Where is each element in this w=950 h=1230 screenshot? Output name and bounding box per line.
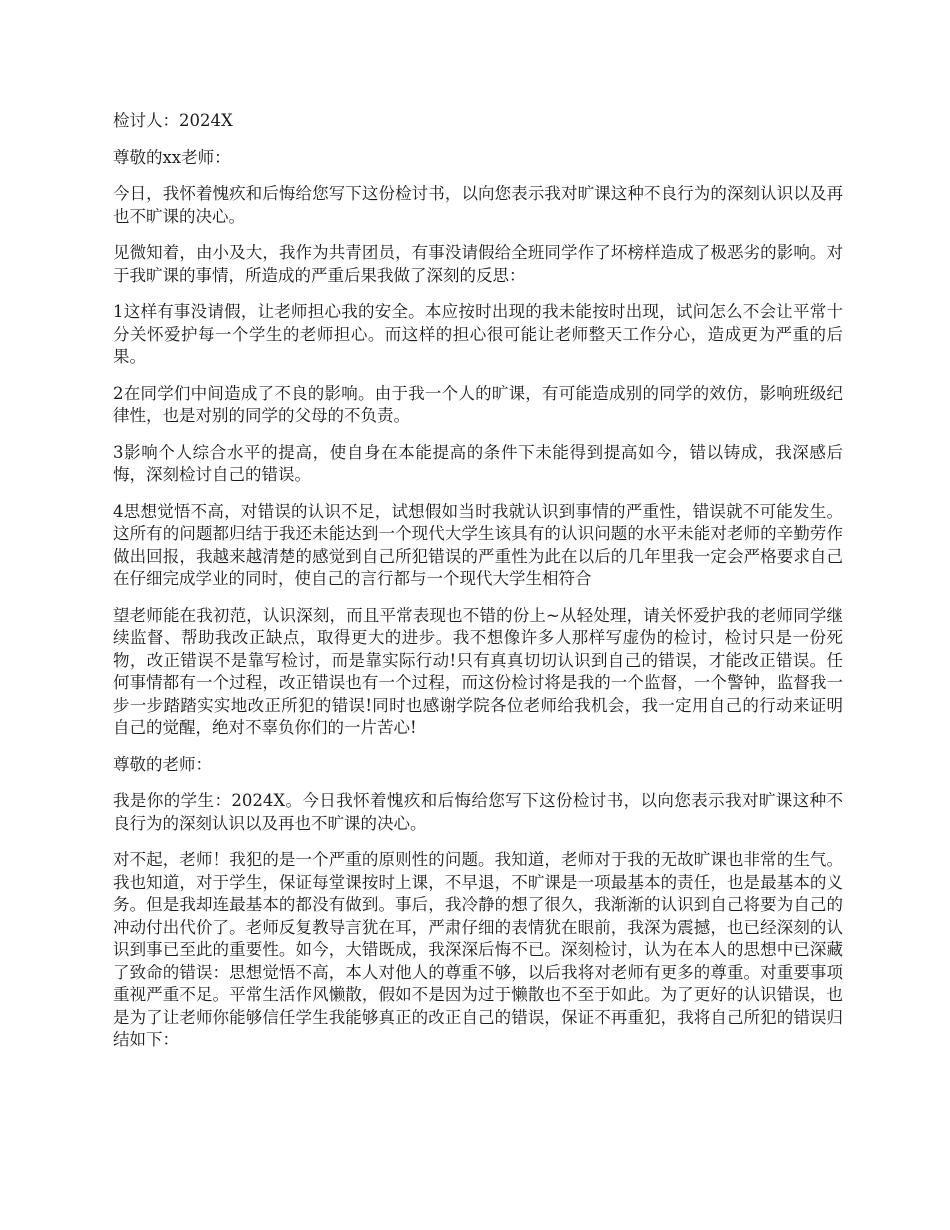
paragraph-closing: 望老师能在我初范，认识深刻，而且平常表现也不错的份上~从轻处理，请关怀爱护我的老师同学继续监督、帮助我改正缺点，取得更大的进步。我不想像许多人那样写虚伪的检讨，检讨只是一份死物，改正错误不是靠写检讨，而是靠实际行动!只有真真切切认识到自己的错误，才能改正错误。任何事情都有一个过程，改正错误也有一个过程，而这份检讨将是我的一个监督，一个警钟，监督我一步一步踏踏实实地改正所犯的错误!同时也感谢学院各位老师给我机会，我一定用自己的行动来证明自己的觉醒，绝对不辜负你们的一片苦心! [113, 605, 843, 737]
paragraph-apology: 对不起，老师！我犯的是一个严重的原则性的问题。我知道，老师对于我的无故旷课也非常的生气。我也知道，对于学生，保证每堂课按时上课，不早退，不旷课是一项最基本的责任，也是最基本的义务。但是我却连最基本的都没有做到。事后，我冷静的想了很久，我渐渐的认识到自己将要为自己的冲动付出代价了。老师反复教导言犹在耳，严肃仔细的表情犹在眼前，我深为震撼，也已经深刻的认识到事已至此的重要性。如今，大错既成，我深深后悔不已。深刻检讨，认为在本人的思想中已深藏了致命的错误：思想觉悟不高，本人对他人的尊重不够，以后我将对老师有更多的尊重。对重要事项重视严重不足。平常生活作风懒散，假如不是因为过于懒散也不至于如此。为了更好的认识错误，也是为了让老师你能够信任学生我能够真正的改正自己的错误，保证不再重犯，我将自己所犯的错误归结如下： [113, 850, 843, 1049]
paragraph-point-4: 4思想觉悟不高，对错误的认识不足，试想假如当时我就认识到事情的严重性，错误就不可能发生。这所有的问题都归结于我还未能达到一个现代大学生该具有的认识问题的水平未能对老师的辛勤劳作做出回报，我越来越清楚的感觉到自己所犯错误的严重性为此在以后的几年里我一定会严格要求自己在仔细完成学业的同时，使自己的言行都与一个现代大学生相符合 [113, 501, 843, 588]
paragraph-point-2: 2在同学们中间造成了不良的影响。由于我一个人的旷课，有可能造成别的同学的效仿，影响班级纪律性，也是对别的同学的父母的不负责。 [113, 383, 843, 425]
paragraph-point-1: 1这样有事没请假，让老师担心我的安全。本应按时出现的我未能按时出现，试问怎么不会让平常十分关怀爱护每一个学生的老师担心。而这样的担心很可能让老师整天工作分心，造成更为严重的后果。 [113, 302, 843, 366]
author-line: 检讨人：2024X [113, 111, 233, 130]
salutation-teacher: 尊敬的老师： [113, 754, 212, 774]
paragraph-reflection: 见微知着，由小及大，我作为共青团员，有事没请假给全班同学作了坏榜样造成了极恶劣的影响。对于我旷课的事情，所造成的严重后果我做了深刻的反思： [113, 243, 843, 285]
paragraph-point-3: 3影响个人综合水平的提高，使自身在本能提高的条件下未能得到提高如今，错以铸成，我深感后悔，深刻检讨自己的错误。 [113, 442, 843, 484]
paragraph-student-intro: 我是你的学生：2024X。今日我怀着愧疚和后悔给您写下这份检讨书，以向您表示我对旷课这种不良行为的深刻认识以及再也不旷课的决心。 [113, 791, 843, 833]
document-body [113, 110, 843, 1066]
salutation-teacher-xx: 尊敬的xx老师： [113, 147, 231, 167]
paragraph-intro: 今日，我怀着愧疚和后悔给您写下这份检讨书，以向您表示我对旷课这种不良行为的深刻认识以及再也不旷课的决心。 [113, 184, 843, 226]
